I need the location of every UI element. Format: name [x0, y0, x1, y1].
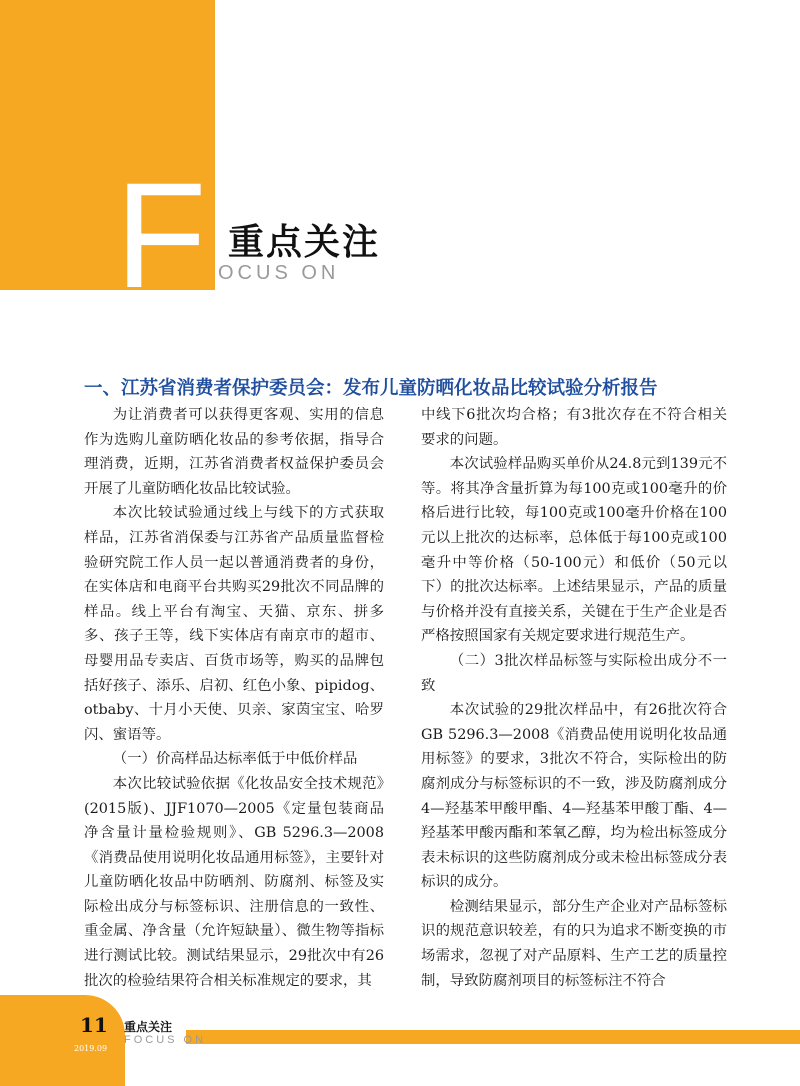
footer-label: 重点关注 — [124, 1020, 173, 1034]
footer-accent-bar — [186, 1030, 800, 1044]
page-subtitle: OCUS ON — [218, 262, 340, 284]
paragraph: 本次比较试验依据《化妆品安全技术规范》(2015版)、JJF1070—2005《定量包装商品净含量计量检验规则》、GB 5296.3—2008《消费品使用说明化妆品通用标签》，主要针对儿童防晒化妆品中防晒剂、防腐剂、标签及实际检出成分与标签标识、注册信息的一致性、重金属、净含量（允许短缺量）、微生物等指标进行测试比较。测试结果显示，29批次中有26批次的检验结果符合相关标准规定的要求，其 — [84, 775, 384, 989]
subheading: （二）3批次样品标签与实际检出成分不一致 — [421, 652, 727, 694]
paragraph: 本次试验样品购买单价从24.8元到139元不等。将其净含量折算为每100克或100毫升的价格后进行比较，每100克或100毫升价格在100元以上批次的达标率，总体低于每100克或100毫升中等价格（50-100元）和低价（50元以下）的批次达标率。上述结果显示，产品的质量与价格并没有直接关系，关键在于生产企业是否严格按照国家有关规定要求进行规范生产。 — [421, 456, 727, 645]
page-number: 11 — [80, 1013, 108, 1037]
footer-label-en: FOCUS ON — [124, 1034, 207, 1046]
footer-issue: 2019.09 — [74, 1044, 108, 1053]
paragraph: 中线下6批次均合格；有3批次存在不符合相关要求的问题。 — [421, 407, 727, 448]
page-title: 重点关注 — [228, 222, 381, 263]
paragraph: 检测结果显示，部分生产企业对产品标签标识的规范意识较差，有的只为追求不断变换的市场需求，忽视了对产品原料、生产工艺的质量控制，导致防腐剂项目的标签标注不符合 — [421, 898, 727, 989]
left-column — [84, 403, 384, 993]
paragraph: 本次比较试验通过线上与线下的方式获取样品，江苏省消保委与江苏省产品质量监督检验研究院工作人员一起以普通消费者的身份，在实体店和电商平台共购买29批次不同品牌的样品。线上平台有淘宝、天猫、京东、拼多多、孩子王等，线下实体店有南京市的超市、母婴用品专卖店、百货市场等，购买的品牌包括好孩子、添乐、启初、红色小象、pipidog、otbaby、十月小天使、贝亲、家茵宝宝、哈罗闪、蜜语等。 — [84, 505, 384, 743]
header-big-letter: F — [115, 151, 207, 319]
paragraph: 本次试验的29批次样品中，有26批次符合GB 5296.3—2008《消费品使用说明化妆品通用标签》的要求，3批次不符合，实际检出的防腐剂成分与标签标识的不一致，涉及防腐剂成分4—羟基苯甲酸甲酯、4—羟基苯甲酸丁酯、4—羟基苯甲酸丙酯和苯氧乙醇，均为检出标签成分表未标识的这些防腐剂成分或未检出标签成分表标识的成分。 — [421, 702, 727, 891]
footer-accent-corner — [0, 995, 125, 1086]
subheading: （一）价高样品达标率低于中低价样品 — [112, 751, 358, 768]
right-column — [421, 403, 727, 993]
section-title: 一、江苏省消费者保护委员会：发布儿童防晒化妆品比较试验分析报告 — [84, 378, 658, 399]
paragraph: 为让消费者可以获得更客观、实用的信息作为选购儿童防晒化妆品的参考依据，指导合理消费，近期，江苏省消费者权益保护委员会开展了儿童防晒化妆品比较试验。 — [84, 407, 384, 497]
